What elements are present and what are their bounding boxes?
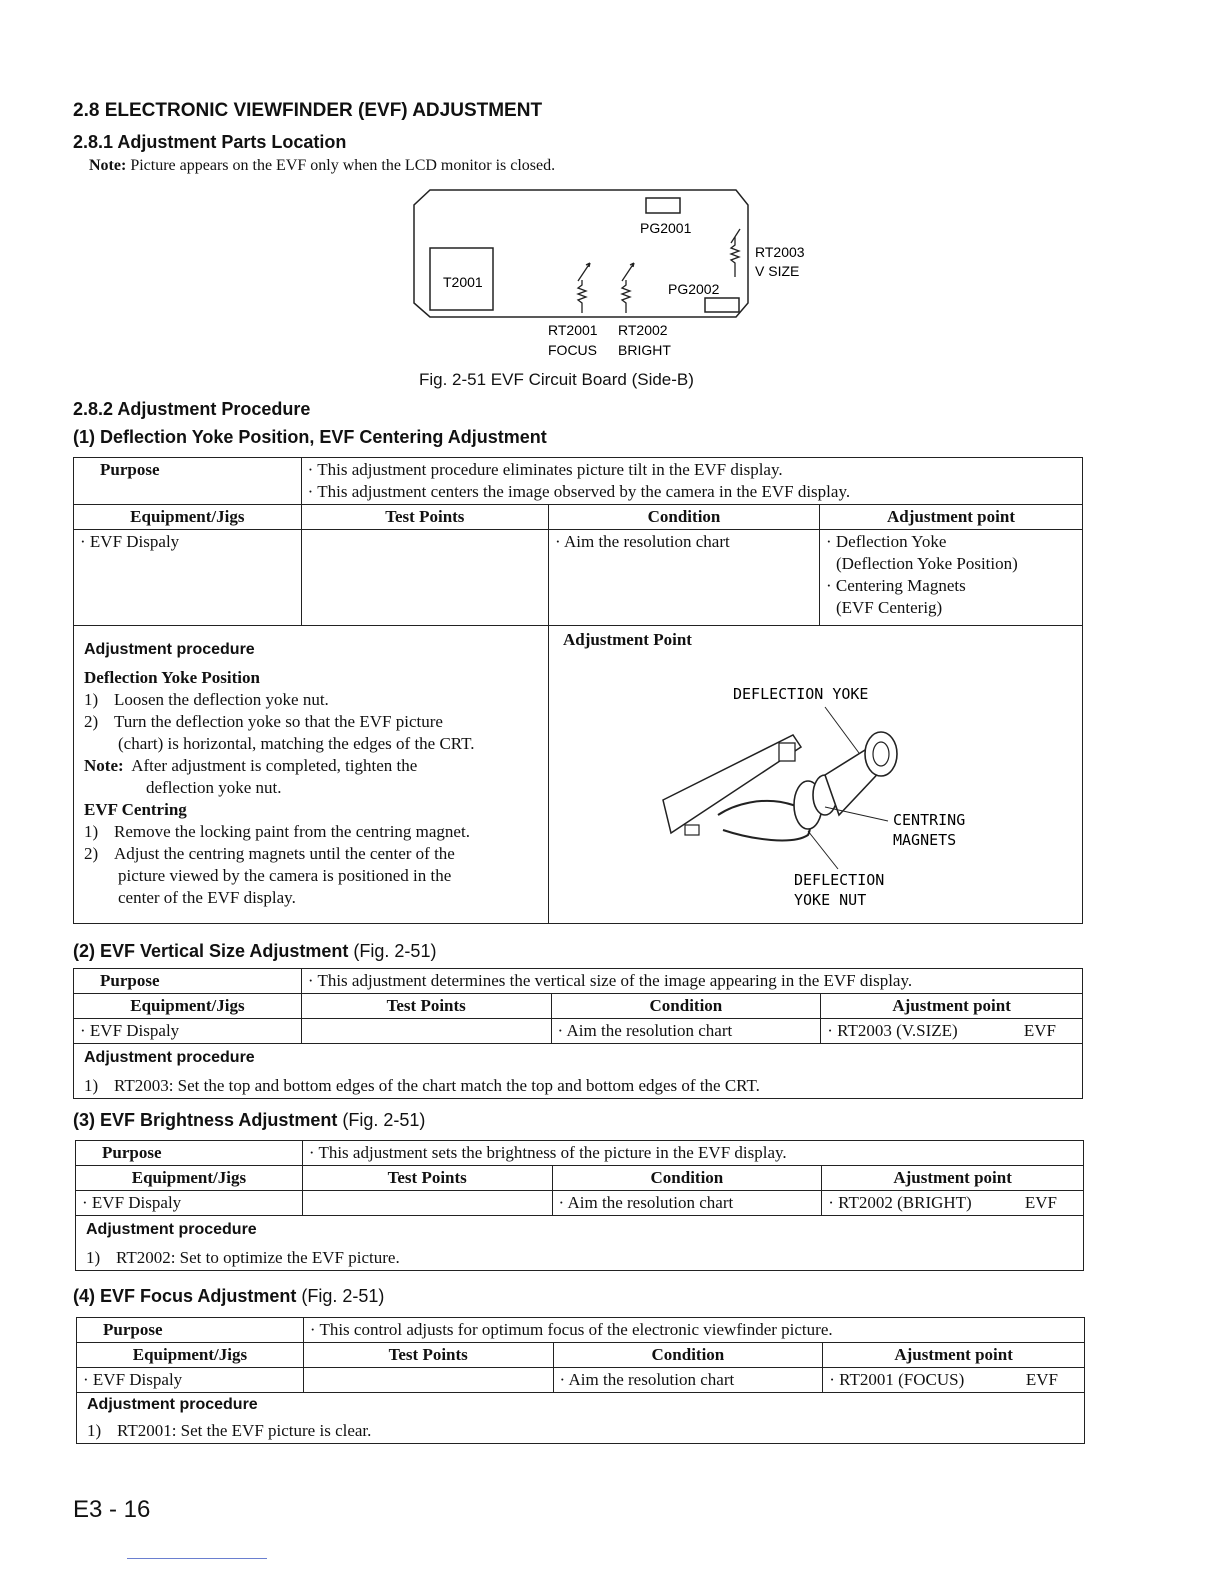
adj4-purpose: · This control adjusts for optimum focus of the electronic viewfinder picture.	[303, 1318, 1084, 1343]
note-text: After adjustment is completed, tighten the	[131, 756, 418, 775]
adj4-purpose-label: Purpose	[77, 1318, 304, 1343]
adj1-purpose-row	[74, 458, 1083, 505]
adj3-col-test-points: Test Points	[302, 1166, 552, 1191]
evf-circuit-board-diagram	[400, 185, 840, 365]
adj2-purpose: · This adjustment determines the vertical size of the image appearing in the EVF display.	[301, 969, 1082, 994]
section-title: 2.8 ELECTRONIC VIEWFINDER (EVF) ADJUSTMENT	[73, 100, 543, 121]
adj1-point-line: · Deflection Yoke	[825, 532, 947, 551]
adj2-adjustment-point	[821, 1019, 1083, 1044]
rt2001-label: RT2001	[548, 322, 598, 338]
leader-line	[825, 707, 859, 753]
step-number: 1)	[86, 1248, 101, 1267]
adj1-col-condition: Condition	[549, 505, 820, 530]
step-number: 1)	[84, 822, 99, 841]
adj1-purpose-line: · This adjustment centers the image observed by the camera in the EVF display.	[307, 482, 851, 501]
adj2-purpose-row	[74, 969, 1083, 994]
adj1-purpose-cell	[301, 458, 1082, 505]
step-text: RT2002: Set to optimize the EVF picture.	[116, 1248, 400, 1267]
centring-label: CENTRING	[893, 811, 966, 829]
deflection-yoke-body	[865, 732, 897, 776]
adj2-heading	[73, 941, 436, 962]
adj2-col-test-points: Test Points	[301, 994, 551, 1019]
adj1-cent-step2-cont: center of the EVF display.	[118, 888, 296, 907]
rt2002-resistor-symbol	[622, 263, 634, 313]
adj4-heading	[73, 1286, 384, 1307]
adj4-equipment: · EVF Dispaly	[77, 1368, 304, 1393]
adj1-point-line: · Centering Magnets	[825, 576, 966, 595]
adj3-header-row	[76, 1166, 1084, 1191]
adj1-point-line: (EVF Centerig)	[835, 598, 943, 617]
adj2-point-text: · RT2003 (V.SIZE)	[827, 1021, 958, 1040]
adj1-equipment: · EVF Dispaly	[74, 530, 302, 626]
adj4-header-row	[77, 1343, 1085, 1368]
adj1-procedure-title: Adjustment procedure	[84, 641, 255, 658]
pg2001-connector	[646, 198, 680, 213]
adj2-col-condition: Condition	[551, 994, 821, 1019]
rt2001-resistor-symbol	[578, 263, 590, 313]
adj3-heading-text: (3) EVF Brightness Adjustment	[73, 1110, 338, 1130]
adj1-data-row	[74, 530, 1083, 626]
adj3-point-text: · RT2002 (BRIGHT)	[828, 1193, 972, 1212]
step-text: Remove the locking paint from the centring magnet.	[114, 822, 470, 841]
adj3-adjustment-point	[822, 1191, 1084, 1216]
step-number: 2)	[84, 844, 99, 863]
adj1-point-line: (Deflection Yoke Position)	[835, 554, 1018, 573]
adj1-dy-step2	[84, 711, 546, 733]
board-connector	[685, 825, 699, 835]
step-number: 1)	[87, 1421, 102, 1440]
adj3-purpose-label: Purpose	[76, 1141, 303, 1166]
step-text: Adjust the centring magnets until the center of the	[114, 844, 455, 863]
adj3-equipment: · EVF Dispaly	[76, 1191, 303, 1216]
step-text: Loosen the deflection yoke nut.	[114, 690, 329, 709]
adj1-procedure-cell	[74, 626, 549, 924]
adj1-dy-step2-cont: (chart) is horizontal, matching the edges of the CRT.	[118, 734, 475, 753]
adj2-data-row	[74, 1019, 1083, 1044]
adj1-point-illustration-cell	[549, 626, 1083, 924]
adj4-adjustment-point	[823, 1368, 1085, 1393]
rt2002-label: RT2002	[618, 322, 668, 338]
adj4-heading-text: (4) EVF Focus Adjustment	[73, 1286, 297, 1306]
bright-label: BRIGHT	[618, 342, 671, 358]
adj2-condition: · Aim the resolution chart	[551, 1019, 821, 1044]
adj2-step	[84, 1075, 1076, 1097]
adj1-cent-step1	[84, 821, 546, 843]
leader-line	[825, 807, 888, 821]
vsize-label: V SIZE	[755, 263, 800, 279]
adj1-heading: (1) Deflection Yoke Position, EVF Centering Adjustment	[73, 427, 547, 447]
step-text: Turn the deflection yoke so that the EVF picture	[114, 712, 443, 731]
adj1-procedure-row	[74, 626, 1083, 924]
adj1-dy-title: Deflection Yoke Position	[84, 668, 260, 687]
adj1-col-test-points: Test Points	[301, 505, 548, 530]
yoke-nut-label: YOKE NUT	[794, 891, 867, 905]
adj4-procedure-cell	[77, 1393, 1085, 1444]
adj1-cent-step2-cont: picture viewed by the camera is positioned in the	[118, 866, 452, 885]
adj2-procedure-title: Adjustment procedure	[84, 1049, 255, 1066]
adj4-col-condition: Condition	[553, 1343, 823, 1368]
adj4-procedure-row	[77, 1393, 1085, 1444]
adj2-col-adjustment-point: Ajustment point	[821, 994, 1083, 1019]
adj2-purpose-label: Purpose	[74, 969, 302, 994]
adj2-table	[73, 968, 1083, 1099]
adj3-data-row	[76, 1191, 1084, 1216]
adj4-purpose-row	[77, 1318, 1085, 1343]
focus-label: FOCUS	[548, 342, 597, 358]
step-number: 1)	[84, 1076, 99, 1095]
subsection-title-procedure: 2.8.2 Adjustment Procedure	[73, 399, 311, 419]
adj1-point-title: Adjustment Point	[563, 630, 692, 649]
adj1-condition: · Aim the resolution chart	[549, 530, 820, 626]
adj1-note	[84, 755, 546, 777]
adj1-header-row	[74, 505, 1083, 530]
step-number: 1)	[84, 690, 99, 709]
adj3-condition: · Aim the resolution chart	[552, 1191, 822, 1216]
adj3-procedure-cell	[76, 1216, 1084, 1271]
adj3-test-points	[302, 1191, 552, 1216]
step-text: RT2001: Set the EVF picture is clear.	[117, 1421, 372, 1440]
adj3-purpose-row	[76, 1141, 1084, 1166]
note-text: Picture appears on the EVF only when the LCD monitor is closed.	[130, 157, 556, 174]
adj4-fig-ref: (Fig. 2-51)	[301, 1286, 385, 1306]
adj4-test-points	[303, 1368, 553, 1393]
adj1-col-equipment: Equipment/Jigs	[74, 505, 302, 530]
adj1-centring-title: EVF Centring	[84, 800, 187, 819]
adj3-col-adjustment-point: Ajustment point	[822, 1166, 1084, 1191]
note-label: Note:	[89, 157, 127, 174]
adj1-purpose-label: Purpose	[74, 458, 302, 505]
adj4-point-tag: EVF	[1025, 1370, 1058, 1389]
deflection-yoke-label: DEFLECTION YOKE	[733, 685, 869, 703]
adj2-heading-text: (2) EVF Vertical Size Adjustment	[73, 941, 349, 961]
adj3-col-equipment: Equipment/Jigs	[76, 1166, 303, 1191]
adj2-header-row	[74, 994, 1083, 1019]
adj4-table	[76, 1317, 1085, 1444]
adj4-point-text: · RT2001 (FOCUS)	[829, 1370, 965, 1389]
adj3-fig-ref: (Fig. 2-51)	[342, 1110, 426, 1130]
connector-shape	[779, 743, 795, 761]
adj4-data-row	[77, 1368, 1085, 1393]
adj3-table	[75, 1140, 1084, 1271]
adj2-test-points	[301, 1019, 551, 1044]
pg2002-connector	[705, 298, 739, 312]
adj3-point-tag: EVF	[1024, 1193, 1057, 1212]
pg2002-label: PG2002	[668, 281, 720, 297]
note-label: Note:	[84, 756, 124, 775]
adj1-purpose-line: · This adjustment procedure eliminates picture tilt in the EVF display.	[307, 460, 783, 479]
adj1-table	[73, 457, 1083, 924]
adj4-col-test-points: Test Points	[303, 1343, 553, 1368]
adj2-procedure-cell	[74, 1044, 1083, 1099]
adj3-procedure-title: Adjustment procedure	[86, 1221, 257, 1238]
adj3-col-condition: Condition	[552, 1166, 822, 1191]
adj2-col-equipment: Equipment/Jigs	[74, 994, 302, 1019]
magnets-label: MAGNETS	[893, 831, 957, 849]
step-text: RT2003: Set the top and bottom edges of the chart match the top and bottom edges of the CRT.	[114, 1076, 760, 1095]
figure-caption: Fig. 2-51 EVF Circuit Board (Side-B)	[419, 370, 694, 389]
adj4-col-adjustment-point: Ajustment point	[823, 1343, 1085, 1368]
deflection-nut-label: DEFLECTION	[794, 871, 885, 889]
footer-rule	[127, 1558, 267, 1559]
adj4-step	[87, 1420, 1078, 1442]
adj1-note-cont: deflection yoke nut.	[146, 778, 282, 797]
adj4-procedure-title: Adjustment procedure	[87, 1396, 258, 1413]
step-number: 2)	[84, 712, 99, 731]
adj2-fig-ref: (Fig. 2-51)	[353, 941, 437, 961]
adj3-heading	[73, 1110, 425, 1131]
adj3-procedure-row	[76, 1216, 1084, 1271]
adj2-procedure-row	[74, 1044, 1083, 1099]
t2001-label: T2001	[443, 274, 483, 290]
adj3-purpose: · This adjustment sets the brightness of the picture in the EVF display.	[302, 1141, 1083, 1166]
pg2001-label: PG2001	[640, 220, 692, 236]
adj1-col-adjustment-point: Adjustment point	[819, 505, 1082, 530]
adj1-adjustment-point	[819, 530, 1082, 626]
adj2-point-tag: EVF	[1023, 1021, 1056, 1040]
adj3-step	[86, 1247, 1077, 1269]
deflection-yoke-illustration	[563, 655, 1063, 905]
adj1-cent-step2	[84, 843, 546, 865]
adj4-col-equipment: Equipment/Jigs	[77, 1343, 304, 1368]
parts-location-note	[89, 157, 555, 175]
rt2003-label: RT2003	[755, 244, 805, 260]
adj1-test-points	[301, 530, 548, 626]
adj4-condition: · Aim the resolution chart	[553, 1368, 823, 1393]
rt2003-resistor-symbol	[731, 229, 740, 277]
board-outline	[414, 190, 748, 317]
subsection-title-parts-location: 2.8.1 Adjustment Parts Location	[73, 132, 347, 152]
adj1-dy-step1	[84, 689, 546, 711]
adj2-equipment: · EVF Dispaly	[74, 1019, 302, 1044]
page-number: E3 - 16	[73, 1496, 151, 1523]
leader-line	[808, 831, 838, 869]
